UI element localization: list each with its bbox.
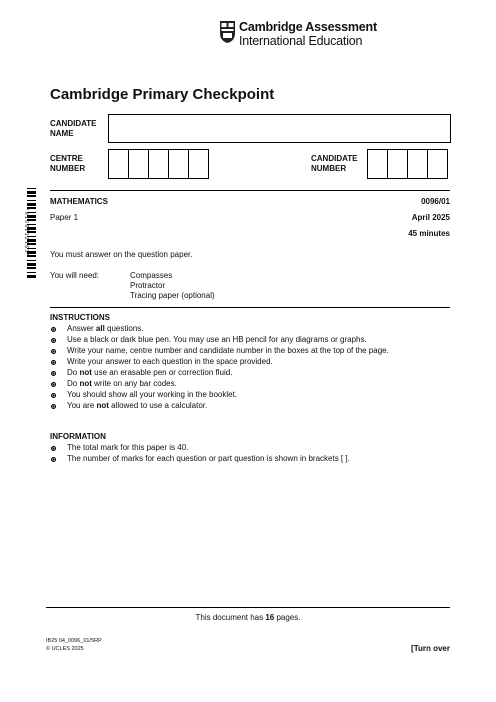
instruction-text: Write your answer to each question in the space provided. — [67, 357, 273, 366]
candidate-name-label-line1: CANDIDATE — [50, 119, 97, 128]
paper-number: Paper 1 — [50, 213, 79, 222]
equipment-item: Tracing paper (optional) — [130, 291, 215, 300]
instruction-item — [50, 378, 389, 389]
candidate-name-label-line2: NAME — [50, 129, 74, 138]
candidate-number-label — [311, 154, 358, 174]
barcode — [22, 188, 36, 278]
instruction-emphasis: not — [79, 368, 92, 377]
instruction-text: allowed to use a calculator. — [108, 401, 208, 410]
equipment-item: Compasses — [130, 271, 173, 280]
information-item: The total mark for this paper is 40. — [50, 442, 350, 453]
instruction-text: You should show all your working in the booklet. — [67, 390, 238, 399]
you-will-need-label: You will need: — [50, 271, 100, 280]
instruction-text: use an erasable pen or correction fluid. — [91, 368, 233, 377]
candidate-name-label — [50, 119, 97, 139]
page-count-number: 16 — [265, 613, 275, 622]
candidate-number-cell[interactable] — [387, 149, 408, 179]
instruction-emphasis: all — [95, 324, 105, 333]
instruction-item — [50, 367, 389, 378]
candidate-number-label-line1: CANDIDATE — [311, 154, 358, 163]
instruction-text: Do — [67, 379, 80, 388]
shield-icon — [219, 20, 236, 44]
centre-number-label-line2: NUMBER — [50, 164, 86, 173]
exam-session: April 2025 — [411, 213, 450, 222]
candidate-number-cell[interactable] — [427, 149, 448, 179]
page-count-text: This document has — [195, 613, 266, 622]
instruction-item — [50, 356, 389, 367]
equipment-item: Protractor — [130, 281, 166, 290]
copyright: © UCLES 2025 — [46, 646, 84, 652]
centre-number-cell[interactable] — [128, 149, 149, 179]
instruction-text: Write your name, centre number and candidate number in the boxes at the top of the page. — [67, 346, 389, 355]
instruction-item — [50, 323, 389, 334]
logo-line2: International Education — [239, 34, 363, 48]
barcode-text: * 9 1 0 6 2 1 2 1 6 3 * — [23, 208, 29, 256]
subject: MATHEMATICS — [50, 197, 108, 206]
cambridge-logo — [219, 20, 379, 48]
divider-mid — [50, 307, 450, 308]
equipment-list — [130, 271, 215, 301]
syllabus-code: 0096/01 — [421, 197, 450, 206]
centre-number-cell[interactable] — [148, 149, 169, 179]
page-title: Cambridge Primary Checkpoint — [50, 86, 275, 103]
document-reference — [46, 637, 102, 653]
answer-note: You must answer on the question paper. — [50, 250, 193, 259]
instructions-list — [50, 323, 389, 411]
centre-number-label-line1: CENTRE — [50, 154, 83, 163]
candidate-number-label-line2: NUMBER — [311, 164, 347, 173]
page-count-text: pages. — [274, 613, 301, 622]
instruction-text: Answer — [67, 324, 96, 333]
instruction-text: write on any bar codes. — [91, 379, 177, 388]
centre-number-cell[interactable] — [188, 149, 209, 179]
divider-top — [50, 190, 450, 191]
information-item: The number of marks for each question or part question is shown in brackets [ ]. — [50, 453, 350, 464]
instruction-text: questions. — [104, 324, 144, 333]
centre-number-label — [50, 154, 85, 174]
instruction-item — [50, 389, 389, 400]
centre-number-field[interactable] — [109, 149, 209, 179]
reference-code: IB25 04_0096_01/5RP — [46, 638, 102, 644]
page-count — [0, 613, 496, 622]
instruction-emphasis: not — [96, 401, 109, 410]
turn-over: [Turn over — [411, 644, 450, 653]
candidate-number-cell[interactable] — [407, 149, 428, 179]
instruction-item — [50, 400, 389, 411]
instruction-item — [50, 345, 389, 356]
instruction-text: Use a black or dark blue pen. You may use an HB pencil for any diagrams or graphs. — [67, 335, 367, 344]
instruction-item — [50, 334, 389, 345]
centre-number-cell[interactable] — [168, 149, 189, 179]
instruction-emphasis: not — [79, 379, 92, 388]
centre-number-cell[interactable] — [108, 149, 129, 179]
candidate-number-cell[interactable] — [367, 149, 388, 179]
instruction-text: You are — [67, 401, 97, 410]
logo-line1: Cambridge Assessment — [239, 20, 377, 34]
instruction-text: Do — [67, 368, 80, 377]
information-heading: INFORMATION — [50, 432, 106, 441]
divider-footer — [46, 607, 450, 608]
candidate-name-field[interactable] — [108, 114, 451, 143]
candidate-number-field[interactable] — [368, 149, 448, 179]
exam-duration: 45 minutes — [408, 229, 450, 238]
instructions-heading: INSTRUCTIONS — [50, 313, 110, 322]
information-list — [50, 442, 350, 464]
